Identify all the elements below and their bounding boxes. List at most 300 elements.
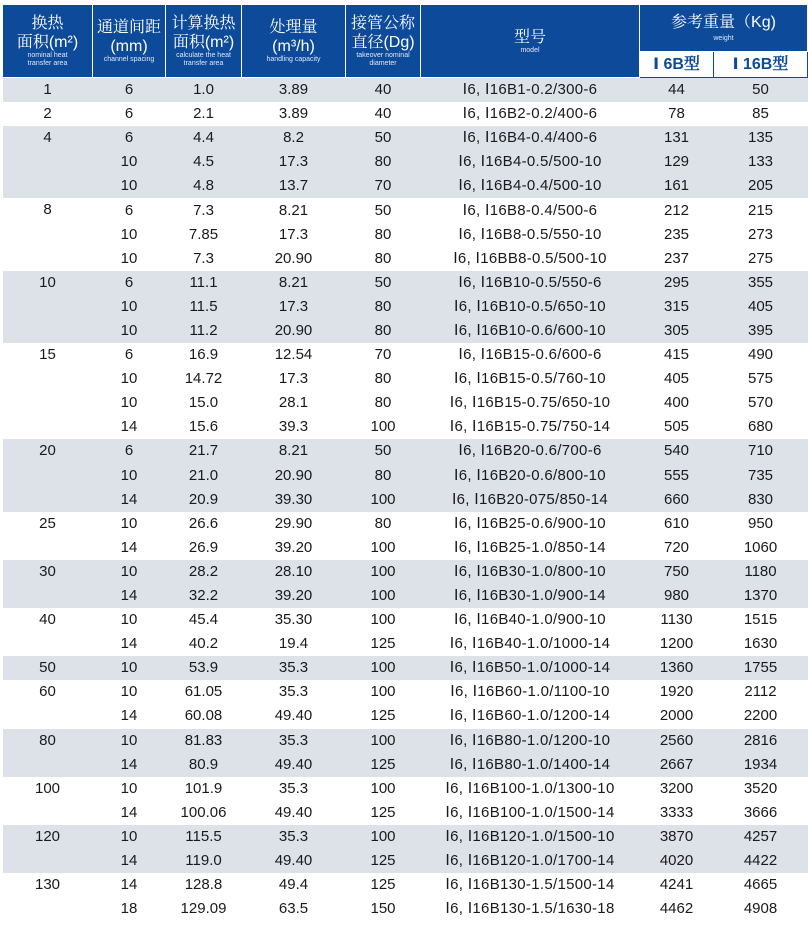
table-row	[3, 150, 808, 174]
cell-weight-16b: 680	[747, 418, 774, 436]
cell-weight-6b: 2000	[659, 707, 694, 725]
cell-weight-6b: 660	[640, 488, 714, 512]
cell-spacing: 10	[93, 295, 166, 319]
table-row	[3, 343, 808, 367]
cell-dn: 50	[374, 201, 392, 219]
cell-weight-6b: 4020	[640, 849, 714, 873]
cell-calc-area: 14.72	[184, 370, 223, 388]
cell-weight-16b: 395	[714, 319, 808, 343]
cell-calc-area: 60.08	[184, 707, 223, 725]
cell-dn: 80	[346, 295, 421, 319]
table-row	[3, 102, 808, 126]
cell-calc-area: 16.9	[188, 346, 219, 364]
cell-model: Ⅰ6, Ⅰ16B40-1.0/900-10	[454, 611, 606, 629]
cell-dn: 100	[370, 683, 396, 701]
table-row	[3, 488, 808, 512]
cell-capacity: 17.3	[242, 295, 346, 319]
header-weight-type-16b-label: Ⅰ 16B型	[732, 55, 789, 73]
cell-calc-area: 1.0	[166, 78, 242, 103]
header-spacing	[93, 5, 166, 78]
spec-table-page	[0, 4, 808, 929]
cell-dn: 80	[346, 464, 421, 488]
table-row	[3, 704, 808, 728]
cell-capacity: 28.10	[242, 560, 346, 584]
cell-dn: 40	[374, 105, 392, 123]
cell-weight-16b: 1060	[743, 538, 778, 556]
cell-capacity: 35.3	[278, 683, 309, 701]
cell-area: 30	[3, 560, 93, 608]
cell-capacity: 29.90	[274, 514, 313, 532]
cell-capacity: 8.21	[278, 201, 309, 219]
cell-spacing: 10	[120, 249, 138, 267]
cell-dn: 125	[370, 803, 396, 821]
cell-weight-6b: 405	[663, 370, 690, 388]
table-row	[3, 897, 808, 921]
cell-weight-6b: 44	[640, 78, 714, 103]
cell-model: Ⅰ6, Ⅰ16B10-0.5/650-10	[421, 295, 640, 319]
header-capacity	[242, 5, 346, 78]
cell-weight-16b: 1370	[714, 584, 808, 608]
cell-calc-area: 4.5	[166, 150, 242, 174]
cell-model: Ⅰ6, Ⅰ16BB8-0.5/500-10	[453, 249, 607, 267]
cell-dn: 80	[374, 225, 392, 243]
cell-area: 2	[43, 105, 52, 123]
table-row	[3, 584, 808, 608]
cell-capacity: 39.3	[278, 418, 309, 436]
cell-weight-16b: 1515	[743, 611, 778, 629]
cell-weight-16b: 4257	[714, 825, 808, 849]
cell-weight-16b: 1630	[743, 635, 778, 653]
cell-weight-16b: 570	[747, 394, 774, 412]
cell-model: Ⅰ6, Ⅰ16B100-1.0/1300-10	[445, 779, 615, 797]
table-row	[3, 560, 808, 584]
cell-weight-6b: 1130	[660, 611, 693, 629]
cell-dn: 100	[346, 488, 421, 512]
cell-spacing: 10	[93, 150, 166, 174]
header-spacing-zh2: (mm)	[110, 38, 148, 55]
cell-capacity: 49.4	[278, 876, 309, 894]
header-area	[3, 5, 93, 78]
cell-dn: 150	[370, 900, 396, 918]
cell-weight-16b: 273	[747, 225, 774, 243]
header-weight-type-6b-label: Ⅰ 6B型	[653, 55, 700, 73]
cell-dn: 80	[374, 370, 392, 388]
cell-model: Ⅰ6, Ⅰ16B20-0.6/800-10	[421, 464, 640, 488]
cell-calc-area: 40.2	[188, 635, 219, 653]
cell-dn: 100	[370, 779, 396, 797]
header-spacing-en: channel spacing	[103, 56, 155, 63]
cell-calc-area: 61.05	[184, 683, 223, 701]
header-weight-type-16b	[714, 52, 808, 78]
cell-calc-area: 129.09	[180, 900, 227, 918]
cell-weight-16b: 275	[747, 249, 774, 267]
cell-capacity: 49.40	[274, 803, 313, 821]
cell-capacity: 35.30	[274, 611, 313, 629]
cell-model: Ⅰ6, Ⅰ16B120-1.0/1700-14	[421, 849, 640, 873]
cell-capacity: 35.3	[278, 779, 309, 797]
cell-weight-6b: 295	[640, 271, 714, 295]
cell-area: 130	[34, 876, 61, 894]
cell-calc-area: 26.9	[188, 538, 219, 556]
table-row	[3, 801, 808, 825]
cell-calc-area: 128.8	[184, 876, 223, 894]
table-row	[3, 247, 808, 271]
cell-model: Ⅰ6, Ⅰ16B8-0.4/500-6	[462, 201, 598, 219]
cell-weight-6b: 4462	[659, 900, 694, 918]
cell-dn: 100	[346, 584, 421, 608]
cell-weight-16b: 50	[714, 78, 808, 103]
table-header	[3, 5, 808, 78]
cell-capacity: 20.90	[274, 249, 313, 267]
cell-weight-16b: 85	[752, 105, 769, 123]
table-row	[3, 78, 808, 103]
header-weight-type-6b	[640, 52, 714, 78]
cell-dn: 50	[346, 271, 421, 295]
cell-weight-6b: 1200	[659, 635, 694, 653]
cell-weight-6b: 2667	[640, 753, 714, 777]
cell-spacing: 14	[93, 753, 166, 777]
table-row	[3, 825, 808, 849]
cell-weight-6b: 1920	[659, 683, 694, 701]
cell-weight-16b: 1180	[714, 560, 808, 584]
cell-dn: 40	[346, 78, 421, 103]
cell-weight-16b: 710	[714, 439, 808, 463]
cell-weight-6b: 720	[663, 538, 690, 556]
header-area-zh1: 换热	[31, 15, 64, 32]
cell-weight-6b: 129	[640, 150, 714, 174]
cell-capacity: 35.3	[242, 729, 346, 753]
cell-model: Ⅰ6, Ⅰ16B50-1.0/1000-14	[421, 656, 640, 680]
table-row	[3, 656, 808, 680]
table-row	[3, 536, 808, 560]
cell-spacing: 6	[93, 78, 166, 103]
cell-weight-16b: 355	[714, 271, 808, 295]
cell-dn: 100	[346, 825, 421, 849]
header-capacity-zh1: 处理量	[269, 19, 318, 36]
cell-weight-6b: 315	[640, 295, 714, 319]
cell-capacity: 35.3	[242, 656, 346, 680]
cell-capacity: 28.1	[278, 394, 309, 412]
cell-model: Ⅰ6, Ⅰ16B80-1.0/1400-14	[421, 753, 640, 777]
cell-spacing: 10	[93, 319, 166, 343]
cell-spacing: 10	[120, 611, 138, 629]
cell-calc-area: 15.0	[188, 394, 219, 412]
cell-dn: 100	[346, 560, 421, 584]
cell-model: Ⅰ6, Ⅰ16B40-1.0/1000-14	[449, 635, 611, 653]
cell-model: Ⅰ6, Ⅰ16B15-0.5/760-10	[454, 370, 606, 388]
cell-model: Ⅰ6, Ⅰ16B15-0.6/600-6	[458, 346, 602, 364]
cell-spacing: 10	[93, 464, 166, 488]
cell-dn: 100	[346, 656, 421, 680]
cell-capacity: 8.21	[242, 271, 346, 295]
header-spacing-zh1: 通道间距	[96, 19, 161, 36]
table-row	[3, 512, 808, 536]
cell-dn: 125	[370, 635, 396, 653]
cell-weight-16b: 575	[747, 370, 774, 388]
cell-dn: 50	[346, 126, 421, 150]
cell-weight-16b: 3666	[743, 803, 778, 821]
header-area-zh2: 面积(m²)	[16, 34, 79, 51]
cell-capacity: 13.7	[242, 174, 346, 198]
table-row	[3, 295, 808, 319]
cell-capacity: 3.89	[242, 78, 346, 103]
cell-model: Ⅰ6, Ⅰ16B20-075/850-14	[421, 488, 640, 512]
cell-calc-area: 101.9	[184, 779, 223, 797]
cell-dn: 80	[374, 394, 392, 412]
cell-area: 8	[43, 201, 52, 219]
cell-capacity: 19.4	[278, 635, 309, 653]
cell-model: Ⅰ6, Ⅰ16B10-0.5/550-6	[421, 271, 640, 295]
cell-calc-area: 21.7	[166, 439, 242, 463]
cell-weight-6b: 161	[640, 174, 714, 198]
cell-dn: 125	[370, 707, 396, 725]
cell-model: Ⅰ6, Ⅰ16B130-1.5/1500-14	[445, 876, 615, 894]
cell-weight-16b: 830	[714, 488, 808, 512]
cell-capacity: 63.5	[278, 900, 309, 918]
cell-area: 10	[3, 271, 93, 343]
cell-calc-area: 119.0	[166, 849, 242, 873]
cell-spacing: 6	[124, 105, 134, 123]
cell-weight-6b: 212	[663, 201, 690, 219]
cell-model: Ⅰ6, Ⅰ16B2-0.2/400-6	[462, 105, 598, 123]
cell-dn: 80	[374, 514, 392, 532]
cell-capacity: 20.90	[242, 464, 346, 488]
cell-calc-area: 28.2	[166, 560, 242, 584]
header-calc-area	[166, 5, 242, 78]
cell-weight-6b: 2560	[640, 729, 714, 753]
cell-capacity: 17.3	[242, 150, 346, 174]
cell-spacing: 10	[120, 514, 138, 532]
header-dn-zh1: 接管公称	[350, 15, 415, 32]
cell-dn: 80	[374, 249, 392, 267]
table-row	[3, 608, 808, 632]
cell-area: 60	[39, 683, 56, 701]
table-row	[3, 319, 808, 343]
cell-weight-6b: 3870	[640, 825, 714, 849]
cell-dn: 80	[346, 319, 421, 343]
cell-dn: 80	[346, 150, 421, 174]
cell-weight-16b: 735	[714, 464, 808, 488]
table-row	[3, 680, 808, 704]
cell-model: Ⅰ6, Ⅰ16B100-1.0/1500-14	[445, 803, 615, 821]
table-row	[3, 271, 808, 295]
cell-spacing: 10	[93, 560, 166, 584]
table-row	[3, 174, 808, 198]
cell-spacing: 6	[93, 126, 166, 150]
cell-spacing: 10	[120, 370, 138, 388]
cell-model: Ⅰ6, Ⅰ16B15-0.75/650-10	[449, 394, 611, 412]
cell-capacity: 20.90	[242, 319, 346, 343]
cell-capacity: 39.20	[242, 584, 346, 608]
header-dn-en1: takeover nominal	[356, 52, 410, 59]
table-body	[3, 78, 808, 922]
cell-spacing: 18	[120, 900, 138, 918]
table-row	[3, 415, 808, 439]
header-model	[421, 5, 640, 78]
header-weight	[640, 5, 808, 52]
table-row	[3, 126, 808, 150]
cell-calc-area: 32.2	[166, 584, 242, 608]
cell-weight-6b: 540	[640, 439, 714, 463]
cell-weight-6b: 415	[663, 346, 690, 364]
cell-weight-6b: 750	[640, 560, 714, 584]
header-model-en: model	[520, 46, 540, 54]
cell-weight-16b: 490	[747, 346, 774, 364]
cell-calc-area: 21.0	[166, 464, 242, 488]
cell-dn: 70	[346, 174, 421, 198]
cell-area: 25	[39, 514, 56, 532]
header-weight-zh: 参考重量（Kg)	[671, 14, 776, 31]
cell-model: Ⅰ6, Ⅰ16B4-0.4/500-10	[421, 174, 640, 198]
cell-model: Ⅰ6, Ⅰ16B25-0.6/900-10	[454, 514, 606, 532]
cell-area: 80	[3, 729, 93, 777]
cell-dn: 100	[346, 729, 421, 753]
cell-weight-16b: 215	[747, 201, 774, 219]
header-dn	[346, 5, 421, 78]
cell-model: Ⅰ6, Ⅰ16B60-1.0/1200-14	[449, 707, 611, 725]
cell-capacity: 49.40	[242, 849, 346, 873]
cell-area: 40	[39, 611, 56, 629]
cell-spacing: 14	[93, 488, 166, 512]
cell-weight-16b: 2112	[744, 683, 777, 701]
cell-calc-area: 11.5	[166, 295, 242, 319]
cell-weight-6b: 505	[663, 418, 690, 436]
header-capacity-en: handling capacity	[266, 56, 321, 63]
cell-area: 4	[3, 126, 93, 198]
header-weight-en: weight	[713, 35, 734, 42]
cell-weight-16b: 950	[747, 514, 774, 532]
header-area-en1: nominal heat	[27, 52, 68, 59]
cell-weight-6b: 305	[640, 319, 714, 343]
cell-weight-6b: 131	[640, 126, 714, 150]
table-row	[3, 873, 808, 897]
cell-capacity: 17.3	[278, 370, 309, 388]
cell-capacity: 35.3	[242, 825, 346, 849]
cell-weight-6b: 3333	[659, 803, 694, 821]
cell-spacing: 10	[93, 656, 166, 680]
cell-capacity: 3.89	[278, 105, 309, 123]
cell-calc-area: 11.2	[166, 319, 242, 343]
cell-capacity: 39.20	[274, 538, 313, 556]
cell-weight-16b: 3520	[743, 779, 778, 797]
cell-dn: 100	[370, 611, 396, 629]
cell-model: Ⅰ6, Ⅰ16B20-0.6/700-6	[421, 439, 640, 463]
table-row	[3, 753, 808, 777]
cell-model: Ⅰ6, Ⅰ16B30-1.0/900-14	[421, 584, 640, 608]
header-dn-zh2: 直径(Dg)	[351, 34, 415, 51]
cell-weight-16b: 2200	[743, 707, 778, 725]
cell-weight-16b: 205	[714, 174, 808, 198]
cell-weight-16b: 1934	[714, 753, 808, 777]
cell-spacing: 6	[124, 201, 134, 219]
cell-spacing: 14	[120, 707, 138, 725]
cell-weight-16b: 135	[714, 126, 808, 150]
cell-weight-16b: 4422	[714, 849, 808, 873]
cell-model: Ⅰ6, Ⅰ16B10-0.6/600-10	[421, 319, 640, 343]
table-row	[3, 464, 808, 488]
cell-weight-6b: 235	[663, 225, 690, 243]
cell-calc-area: 53.9	[166, 656, 242, 680]
cell-capacity: 49.40	[242, 753, 346, 777]
cell-calc-area: 80.9	[166, 753, 242, 777]
cell-area: 100	[34, 779, 61, 797]
cell-calc-area: 4.4	[166, 126, 242, 150]
header-area-en2: transfer area	[27, 60, 68, 67]
cell-spacing: 14	[120, 803, 138, 821]
header-calc-area-en1: calculate the heat	[176, 52, 231, 59]
cell-capacity: 8.21	[242, 439, 346, 463]
cell-weight-6b: 3200	[659, 779, 694, 797]
table-row	[3, 223, 808, 247]
table-row	[3, 632, 808, 656]
cell-calc-area: 100.06	[180, 803, 227, 821]
cell-spacing: 10	[93, 174, 166, 198]
cell-calc-area: 26.6	[188, 514, 219, 532]
table-row	[3, 849, 808, 873]
table-row	[3, 439, 808, 463]
cell-area: 15	[39, 346, 56, 364]
cell-weight-16b: 405	[714, 295, 808, 319]
cell-spacing: 10	[93, 729, 166, 753]
table-row	[3, 198, 808, 222]
cell-model: Ⅰ6, Ⅰ16B130-1.5/1630-18	[445, 900, 615, 918]
cell-calc-area: 11.1	[166, 271, 242, 295]
cell-weight-16b: 1755	[714, 656, 808, 680]
cell-dn: 100	[370, 418, 396, 436]
cell-capacity: 12.54	[274, 346, 313, 364]
cell-calc-area: 15.6	[188, 418, 219, 436]
cell-calc-area: 45.4	[188, 611, 219, 629]
cell-weight-6b: 4241	[659, 876, 694, 894]
header-calc-area-zh1: 计算换热	[171, 15, 236, 32]
cell-capacity: 49.40	[274, 707, 313, 725]
cell-model: Ⅰ6, Ⅰ16B60-1.0/1100-10	[450, 683, 610, 701]
cell-calc-area: 4.8	[166, 174, 242, 198]
table-row	[3, 729, 808, 753]
header-capacity-zh2: (m³/h)	[272, 38, 315, 55]
cell-model: Ⅰ6, Ⅰ16B8-0.5/550-10	[458, 225, 602, 243]
cell-calc-area: 2.1	[193, 105, 214, 123]
header-model-zh: 型号	[513, 28, 546, 46]
cell-model: Ⅰ6, Ⅰ16B15-0.75/750-14	[449, 418, 611, 436]
cell-spacing: 10	[120, 394, 138, 412]
cell-spacing: 14	[120, 635, 138, 653]
cell-weight-16b: 2816	[714, 729, 808, 753]
cell-calc-area: 81.83	[166, 729, 242, 753]
header-calc-area-en2: transfer area	[183, 60, 224, 67]
cell-spacing: 6	[93, 439, 166, 463]
cell-weight-16b: 4908	[743, 900, 778, 918]
cell-weight-6b: 78	[668, 105, 685, 123]
cell-spacing: 6	[93, 271, 166, 295]
cell-spacing: 14	[120, 418, 138, 436]
cell-calc-area: 115.5	[166, 825, 242, 849]
cell-capacity: 39.30	[242, 488, 346, 512]
cell-weight-6b: 400	[663, 394, 690, 412]
cell-weight-6b: 1360	[640, 656, 714, 680]
cell-model: Ⅰ6, Ⅰ16B1-0.2/300-6	[421, 78, 640, 103]
cell-weight-6b: 555	[640, 464, 714, 488]
cell-model: Ⅰ6, Ⅰ16B30-1.0/800-10	[421, 560, 640, 584]
cell-calc-area: 7.3	[193, 201, 214, 219]
cell-calc-area: 7.85	[188, 225, 219, 243]
table-row	[3, 367, 808, 391]
cell-spacing: 14	[93, 584, 166, 608]
cell-weight-6b: 610	[663, 514, 690, 532]
cell-spacing: 6	[124, 346, 134, 364]
cell-model: Ⅰ6, Ⅰ16B120-1.0/1500-10	[421, 825, 640, 849]
cell-dn: 125	[370, 876, 396, 894]
